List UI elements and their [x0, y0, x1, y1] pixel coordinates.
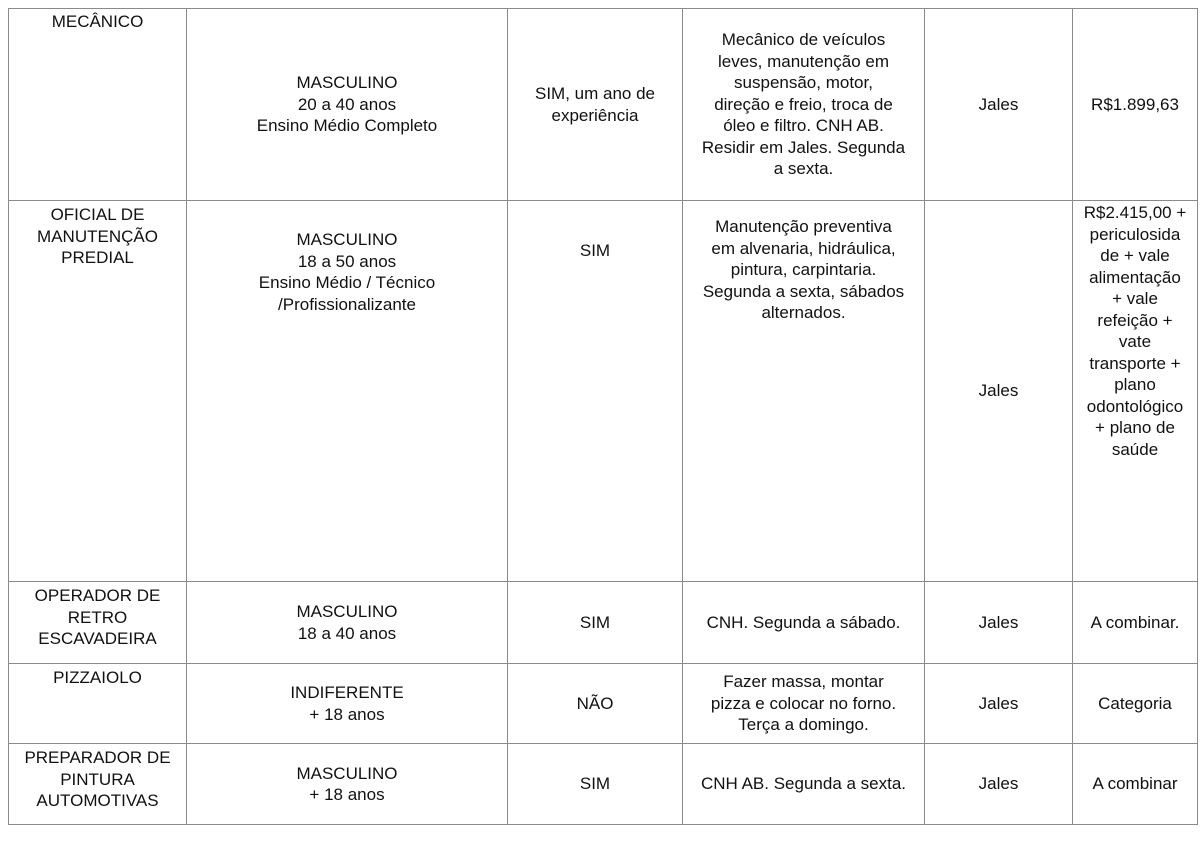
job-description-cell: Fazer massa, montar pizza e colocar no forno. Terça a domingo. — [683, 664, 925, 744]
salary-cell: Categoria — [1073, 664, 1198, 744]
salary-cell: R$2.415,00 + periculosida de + vale alimentação + vale refeição + vate transporte + plano odontológico + plano de saúde — [1073, 201, 1198, 582]
job-title-cell: OFICIAL DE MANUTENÇÃO PREDIAL — [9, 201, 187, 582]
salary-cell: A combinar — [1073, 744, 1198, 825]
table-row — [9, 201, 1198, 582]
city-cell: Jales — [925, 201, 1073, 582]
job-description-cell: CNH. Segunda a sábado. — [683, 582, 925, 664]
candidate-profile-cell: MASCULINO 20 a 40 anos Ensino Médio Completo — [187, 9, 508, 201]
city-cell: Jales — [925, 582, 1073, 664]
salary-cell: A combinar. — [1073, 582, 1198, 664]
table-row — [9, 664, 1198, 744]
job-title-cell: MECÂNICO — [9, 9, 187, 201]
job-listings-table — [8, 8, 1198, 825]
table-row — [9, 9, 1198, 201]
table-row — [9, 582, 1198, 664]
city-cell: Jales — [925, 744, 1073, 825]
candidate-profile-cell: MASCULINO 18 a 50 anos Ensino Médio / Técnico /Profissionalizante — [187, 201, 508, 582]
experience-cell: SIM — [508, 744, 683, 825]
city-cell: Jales — [925, 664, 1073, 744]
experience-cell: SIM — [508, 582, 683, 664]
experience-cell: NÃO — [508, 664, 683, 744]
job-title-cell: OPERADOR DE RETRO ESCAVADEIRA — [9, 582, 187, 664]
job-description-cell: Manutenção preventiva em alvenaria, hidráulica, pintura, carpintaria. Segunda a sexta, sábados alternados. — [683, 201, 925, 582]
candidate-profile-cell: MASCULINO + 18 anos — [187, 744, 508, 825]
job-title-cell: PIZZAIOLO — [9, 664, 187, 744]
city-cell: Jales — [925, 9, 1073, 201]
experience-cell: SIM — [508, 201, 683, 582]
job-title-cell: PREPARADOR DE PINTURA AUTOMOTIVAS — [9, 744, 187, 825]
table-row — [9, 744, 1198, 825]
salary-cell: R$1.899,63 — [1073, 9, 1198, 201]
candidate-profile-cell: INDIFERENTE + 18 anos — [187, 664, 508, 744]
candidate-profile-cell: MASCULINO 18 a 40 anos — [187, 582, 508, 664]
job-description-cell: CNH AB. Segunda a sexta. — [683, 744, 925, 825]
job-description-cell: Mecânico de veículos leves, manutenção em suspensão, motor, direção e freio, troca de óleo e filtro. CNH AB. Residir em Jales. Segunda a sexta. — [683, 9, 925, 201]
experience-cell: SIM, um ano de experiência — [508, 9, 683, 201]
